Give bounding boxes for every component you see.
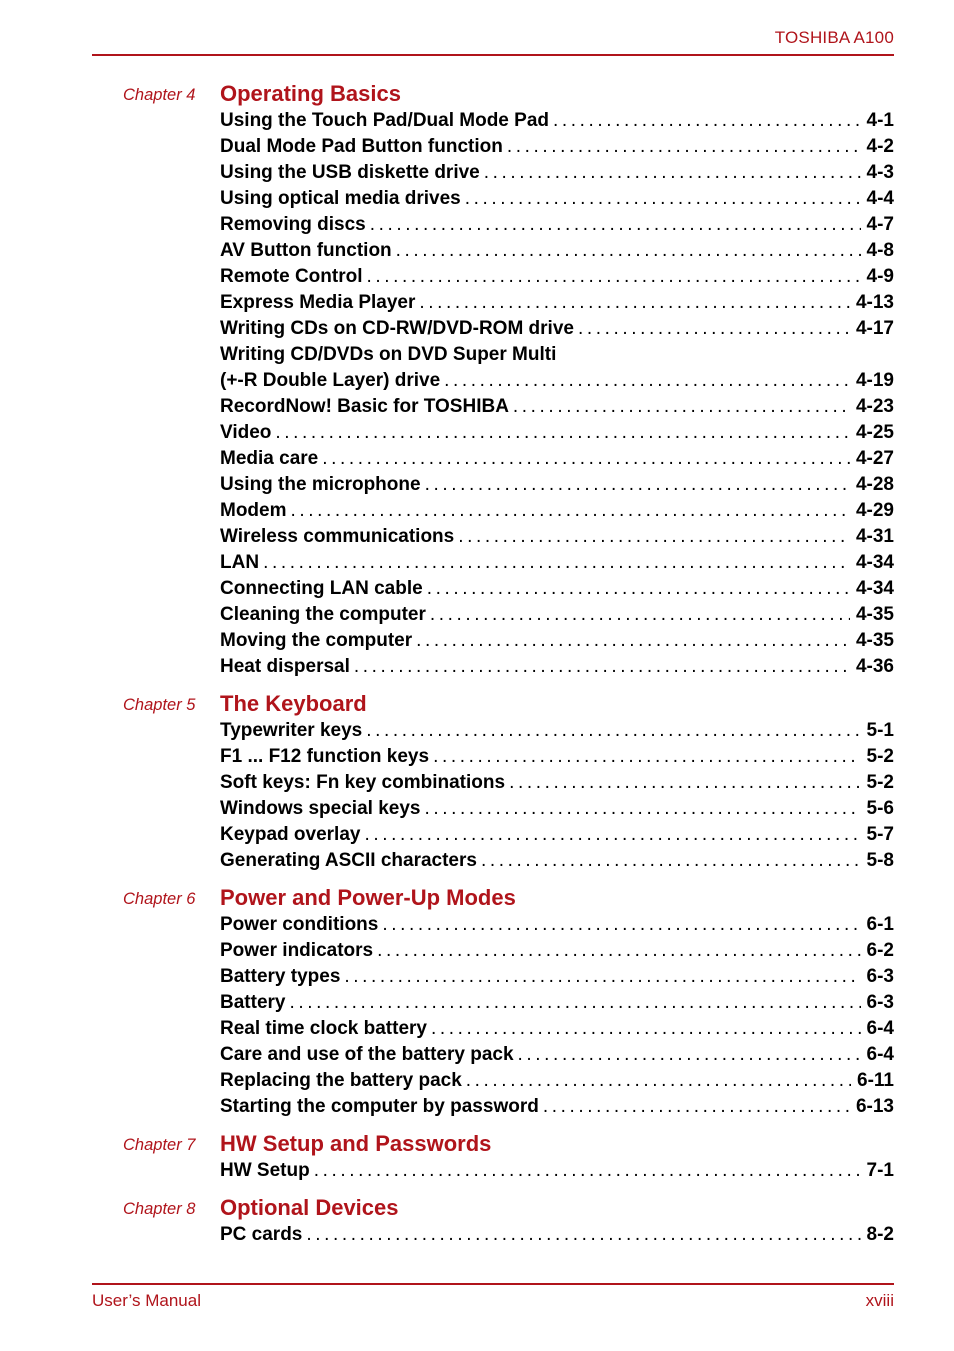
toc-entry-title: Remote Control: [220, 266, 363, 287]
toc-entry-title: Dual Mode Pad Button function: [220, 136, 503, 157]
dot-leader: [444, 368, 850, 394]
toc-entry-page: 5-8: [866, 850, 894, 871]
toc-entry-page: 4-19: [855, 370, 894, 391]
dot-leader: [507, 134, 861, 160]
toc-entry-title: Keypad overlay: [220, 824, 361, 845]
toc-entry-title: Video: [220, 422, 272, 443]
chapter-section: [0, 1194, 954, 1248]
toc-entry-page: 5-6: [866, 798, 894, 819]
toc-entry[interactable]: [220, 316, 894, 342]
dot-leader: [481, 848, 861, 874]
toc-entry-page: 4-17: [855, 318, 894, 339]
toc-entry-page: 5-7: [866, 824, 894, 845]
toc-entry-page: 4-36: [855, 656, 894, 677]
toc-entry-title: HW Setup: [220, 1160, 310, 1181]
dot-leader: [354, 654, 850, 680]
dot-leader: [543, 1094, 850, 1120]
toc-entry-title: Starting the computer by password: [220, 1096, 539, 1117]
toc-entry[interactable]: [220, 342, 894, 368]
toc-entry-page: 4-3: [866, 162, 894, 183]
chapter-section: [0, 884, 954, 1120]
chapter-title[interactable]: HW Setup and Passwords: [220, 1131, 492, 1156]
dot-leader: [344, 964, 860, 990]
toc-entry-page: 4-35: [855, 630, 894, 651]
toc-entry-title: Power conditions: [220, 914, 379, 935]
toc-entry[interactable]: [220, 160, 894, 186]
chapter-label: Chapter 8: [123, 1200, 196, 1218]
toc-entry-title: Typewriter keys: [220, 720, 363, 741]
toc-entry[interactable]: [220, 964, 894, 990]
toc-entry[interactable]: [220, 1094, 894, 1120]
toc-entry[interactable]: [220, 990, 894, 1016]
toc-entry[interactable]: [220, 264, 894, 290]
toc-entry[interactable]: [220, 212, 894, 238]
toc-entry-title: Real time clock battery: [220, 1018, 427, 1039]
header-title: TOSHIBA A100: [774, 28, 894, 47]
toc-entry-title: Generating ASCII characters: [220, 850, 477, 871]
dot-leader: [553, 108, 861, 134]
dot-leader: [424, 796, 860, 822]
chapter-title[interactable]: Power and Power-Up Modes: [220, 885, 516, 910]
toc-entry-page: 4-34: [855, 552, 894, 573]
toc-entry[interactable]: [220, 186, 894, 212]
toc-entry[interactable]: [220, 744, 894, 770]
toc-entry[interactable]: [220, 602, 894, 628]
dot-leader: [518, 1042, 861, 1068]
toc-entry-page: 4-9: [866, 266, 894, 287]
dot-leader: [322, 446, 850, 472]
dot-leader: [382, 912, 860, 938]
chapter-label: Chapter 5: [123, 696, 196, 714]
header-rule: [92, 54, 894, 56]
toc-entry[interactable]: [220, 1158, 894, 1184]
toc-entry-page: 4-7: [866, 214, 894, 235]
table-of-contents: [0, 80, 954, 1258]
dot-leader: [370, 212, 861, 238]
toc-entry-title: Connecting LAN cable: [220, 578, 423, 599]
toc-entry-page: 4-29: [855, 500, 894, 521]
toc-entry[interactable]: [220, 912, 894, 938]
dot-leader: [431, 1016, 861, 1042]
toc-entry[interactable]: [220, 446, 894, 472]
toc-entry[interactable]: [220, 628, 894, 654]
toc-entry-title: Care and use of the battery pack: [220, 1044, 514, 1065]
toc-entry-page: 4-28: [855, 474, 894, 495]
dot-leader: [419, 290, 850, 316]
toc-entry-title: Power indicators: [220, 940, 374, 961]
toc-entry-page: 7-1: [866, 1160, 894, 1181]
dot-leader: [458, 524, 850, 550]
toc-entry-page: 4-8: [866, 240, 894, 261]
dot-leader: [275, 420, 850, 446]
toc-entry-title: Soft keys: Fn key combinations: [220, 772, 506, 793]
toc-entry[interactable]: [220, 290, 894, 316]
dot-leader: [430, 602, 850, 628]
toc-entry-page: 5-2: [866, 772, 894, 793]
dot-leader: [466, 1068, 851, 1094]
dot-leader: [377, 938, 860, 964]
toc-entry-title: Heat dispersal: [220, 656, 350, 677]
toc-entry-page: 4-1: [866, 110, 894, 131]
dot-leader: [578, 316, 850, 342]
dot-leader: [513, 394, 850, 420]
toc-entry[interactable]: [220, 420, 894, 446]
toc-entry-title: Using the Touch Pad/Dual Mode Pad: [220, 110, 550, 131]
footer-manual-title: User’s Manual: [92, 1291, 201, 1310]
toc-entry-title: Battery: [220, 992, 286, 1013]
toc-entry-title: Wireless communications: [220, 526, 455, 547]
toc-entry-page: 4-34: [855, 578, 894, 599]
toc-entry-title: Media care: [220, 448, 319, 469]
toc-entry-title: Battery types: [220, 966, 341, 987]
toc-entry-page: 5-2: [866, 746, 894, 767]
toc-entry[interactable]: [220, 1042, 894, 1068]
toc-entry-title: Replacing the battery pack: [220, 1070, 462, 1091]
dot-leader: [416, 628, 850, 654]
toc-entry[interactable]: [220, 770, 894, 796]
toc-entry-page: 6-4: [866, 1018, 894, 1039]
toc-entry-page: 4-25: [855, 422, 894, 443]
toc-entry-title: PC cards: [220, 1224, 303, 1245]
toc-entry[interactable]: [220, 718, 894, 744]
toc-entry-title: RecordNow! Basic for TOSHIBA: [220, 396, 509, 417]
dot-leader: [433, 744, 860, 770]
toc-entry-title: (+-R Double Layer) drive: [220, 370, 441, 391]
toc-entry-page: 4-31: [855, 526, 894, 547]
toc-entry-page: 6-3: [866, 992, 894, 1013]
dot-leader: [509, 770, 860, 796]
dot-leader: [427, 576, 850, 602]
toc-entry-page: 4-23: [855, 396, 894, 417]
footer-page-number: xviii: [865, 1291, 894, 1310]
toc-entry-title: Writing CDs on CD-RW/DVD-ROM drive: [220, 318, 574, 339]
toc-entry[interactable]: [220, 238, 894, 264]
dot-leader: [396, 238, 861, 264]
dot-leader: [306, 1222, 860, 1248]
toc-entry[interactable]: [220, 576, 894, 602]
dot-leader: [425, 472, 850, 498]
toc-entry-title: Express Media Player: [220, 292, 416, 313]
toc-entry-title: F1 ... F12 function keys: [220, 746, 430, 767]
toc-entry-title: Cleaning the computer: [220, 604, 426, 625]
toc-entry[interactable]: [220, 524, 894, 550]
toc-entry-page: 4-35: [855, 604, 894, 625]
toc-entry[interactable]: [220, 1068, 894, 1094]
dot-leader: [263, 550, 850, 576]
toc-entry-page: 5-1: [866, 720, 894, 741]
chapter-section: [0, 690, 954, 874]
dot-leader: [289, 990, 860, 1016]
toc-entry-page: 4-4: [866, 188, 894, 209]
toc-entry-page: 6-4: [866, 1044, 894, 1065]
dot-leader: [364, 822, 860, 848]
toc-entry-title: LAN: [220, 552, 260, 573]
chapter-label: Chapter 6: [123, 890, 196, 908]
toc-entry-title: AV Button function: [220, 240, 392, 261]
toc-entry[interactable]: [220, 654, 894, 680]
dot-leader: [366, 718, 860, 744]
chapter-label: Chapter 4: [123, 86, 196, 104]
dot-leader: [367, 264, 861, 290]
toc-entry[interactable]: [220, 1222, 894, 1248]
chapter-section: [0, 80, 954, 680]
toc-entry-title: Using the microphone: [220, 474, 421, 495]
toc-entry-page: 4-13: [855, 292, 894, 313]
toc-entry-page: 6-11: [857, 1070, 894, 1091]
toc-entry[interactable]: [220, 472, 894, 498]
dot-leader: [465, 186, 861, 212]
chapter-title[interactable]: Operating Basics: [220, 81, 401, 106]
toc-entry-title: Using optical media drives: [220, 188, 461, 209]
toc-entry-page: 6-2: [866, 940, 894, 961]
dot-leader: [484, 160, 861, 186]
toc-entry[interactable]: [220, 108, 894, 134]
toc-entry-title: Modem: [220, 500, 287, 521]
dot-leader: [314, 1158, 861, 1184]
toc-entry[interactable]: [220, 822, 894, 848]
toc-entry[interactable]: [220, 848, 894, 874]
chapter-title[interactable]: Optional Devices: [220, 1195, 399, 1220]
toc-entry-page: 8-2: [866, 1224, 894, 1245]
toc-entry[interactable]: [220, 1016, 894, 1042]
toc-entry[interactable]: [220, 368, 894, 394]
toc-entry[interactable]: [220, 796, 894, 822]
dot-leader: [291, 498, 850, 524]
toc-entry-title: Moving the computer: [220, 630, 413, 651]
toc-entry-page: 4-2: [866, 136, 894, 157]
toc-entry[interactable]: [220, 550, 894, 576]
footer-rule: [92, 1283, 894, 1285]
toc-entry[interactable]: [220, 394, 894, 420]
chapter-section: [0, 1130, 954, 1184]
toc-entry[interactable]: [220, 134, 894, 160]
toc-entry-page: 4-27: [855, 448, 894, 469]
toc-entry-title: Using the USB diskette drive: [220, 162, 480, 183]
toc-entry-page: 6-1: [866, 914, 894, 935]
chapter-label: Chapter 7: [123, 1136, 196, 1154]
toc-entry-title: Writing CD/DVDs on DVD Super Multi: [220, 344, 557, 365]
chapter-title[interactable]: The Keyboard: [220, 691, 367, 716]
toc-entry-page: 6-13: [855, 1096, 894, 1117]
toc-entry[interactable]: [220, 938, 894, 964]
toc-entry[interactable]: [220, 498, 894, 524]
toc-entry-title: Removing discs: [220, 214, 366, 235]
toc-entry-title: Windows special keys: [220, 798, 421, 819]
toc-entry-page: 6-3: [866, 966, 894, 987]
